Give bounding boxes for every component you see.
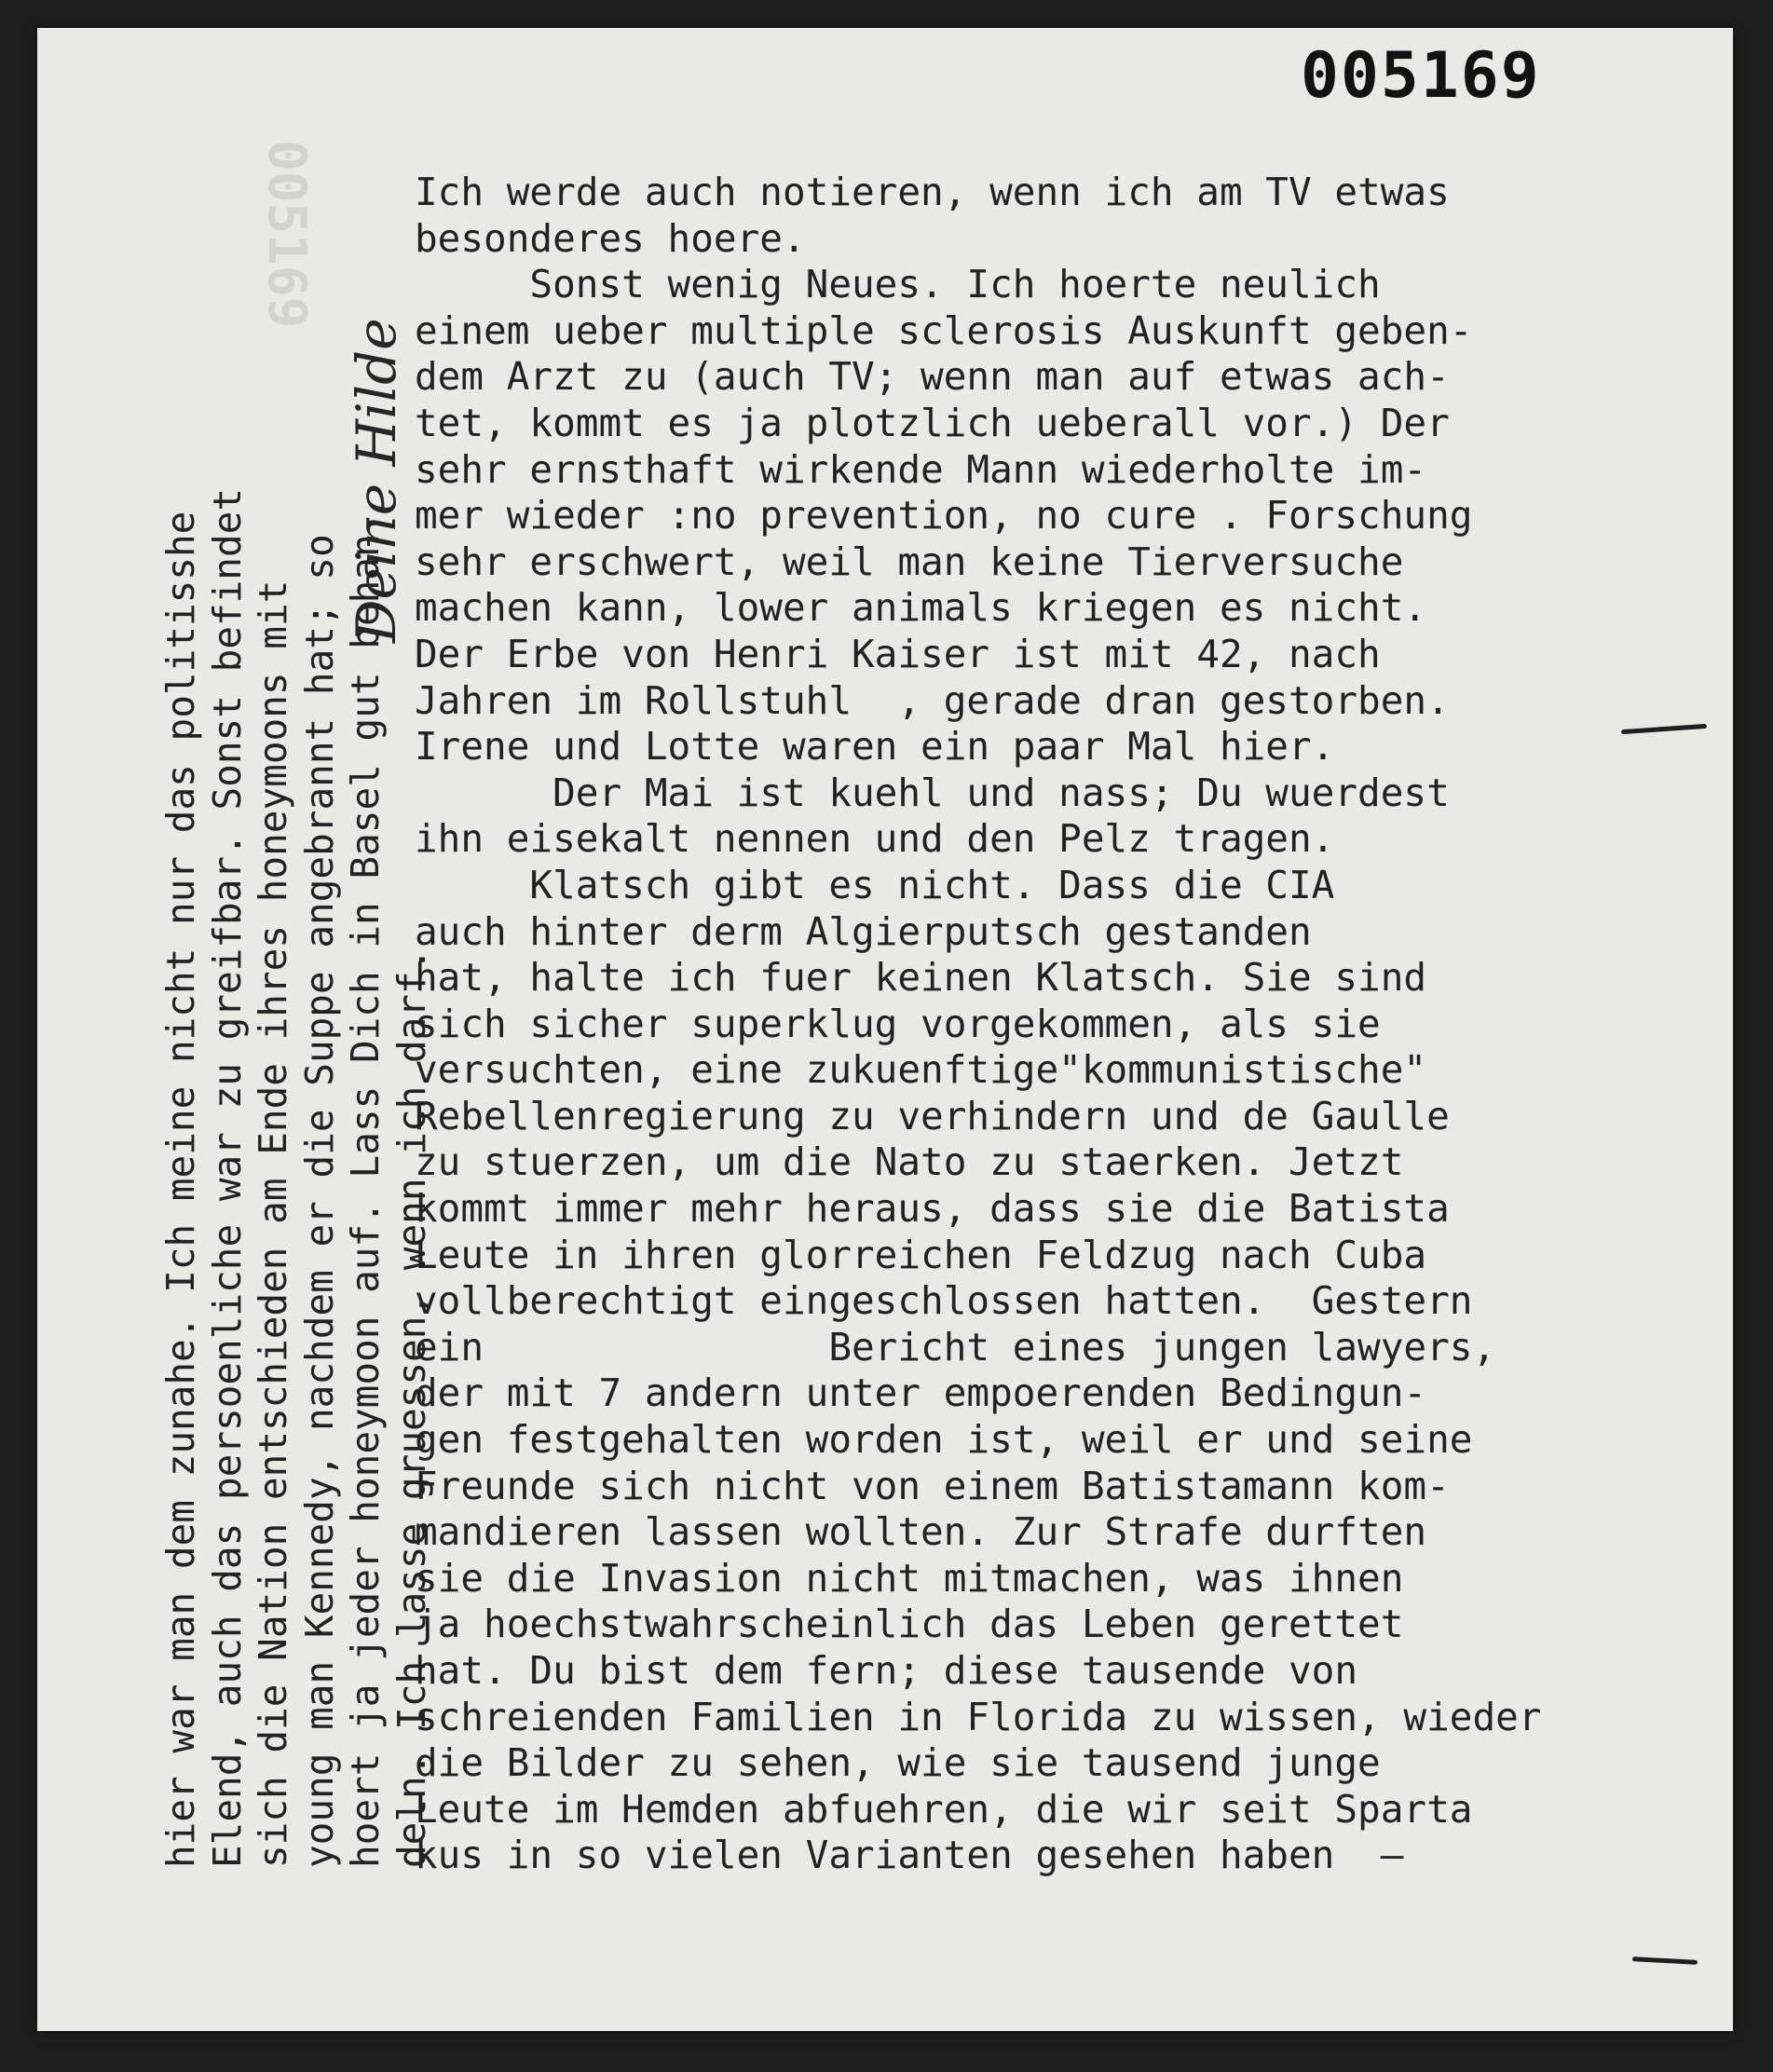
body-line: Rebellenregierung zu verhindern und de Gaulle [415, 1093, 1450, 1138]
show-through-stamp: 005169 [256, 140, 317, 329]
body-line: Freunde sich nicht von einem Batistamann kom- [415, 1463, 1450, 1508]
body-line: besonderes hoere. [415, 215, 806, 261]
body-line: versuchten, eine zukuenftige"kommunistische" [415, 1047, 1427, 1093]
body-line: der mit 7 andern unter empoerenden Bedingun- [415, 1370, 1427, 1416]
margin-line: Elend, auch das persoenliche war zu greifbar. Sonst befindet [204, 487, 250, 1868]
margin-line: sich die Nation entschieden am Ende ihres honeymoons mit [251, 579, 295, 1868]
body-line: schreienden Familien in Florida zu wissen, wieder [415, 1694, 1542, 1739]
handwritten-signature: Deine Hilde [345, 318, 408, 643]
letter-body [415, 170, 1719, 1879]
body-line: tet, kommt es ja plotzlich ueberall vor.) Der [415, 400, 1450, 445]
body-line: sehr erschwert, weil man keine Tierversuche [415, 538, 1404, 584]
body-line: hat, halte ich fuer keinen Klatsch. Sie sind [415, 955, 1427, 1001]
body-line: Leute im Hemden abfuehren, die wir seit Sparta [415, 1786, 1473, 1832]
body-line: Sonst wenig Neues. Ich hoerte neulich [415, 262, 1381, 307]
body-line: Der Mai ist kuehl und nass; Du wuerdest [415, 770, 1450, 815]
body-line: sich sicher superklug vorgekommen, als sie [415, 1001, 1381, 1046]
body-line: ihn eisekalt nennen und den Pelz tragen. [415, 816, 1335, 862]
body-line: sehr ernsthaft wirkende Mann wiederholte im- [415, 446, 1427, 492]
document-number: 005169 [1301, 39, 1541, 113]
body-line: ein Bericht eines jungen lawyers, [415, 1324, 1496, 1370]
document-page [37, 28, 1733, 2031]
pen-stroke-mark [1632, 1956, 1698, 1965]
margin-line: hoert ja jeder honeymoon auf. Lass Dich in Basel gut behan- [343, 511, 388, 1868]
body-line: Klatsch gibt es nicht. Dass die CIA [415, 862, 1335, 907]
body-line: Leute in ihren glorreichen Feldzug nach Cuba [415, 1232, 1427, 1277]
body-line: hat. Du bist dem fern; diese tausende von [415, 1648, 1358, 1693]
body-line: einem ueber multiple sclerosis Auskunft geben- [415, 307, 1473, 353]
body-line: auch hinter derm Algierputsch gestanden [415, 908, 1312, 954]
body-line: Irene und Lotte waren ein paar Mal hier. [415, 724, 1335, 770]
body-line: kommt immer mehr heraus, dass sie die Batista [415, 1186, 1450, 1232]
body-line: gen festgehalten worden ist, weil er und seine [415, 1417, 1473, 1463]
body-line: sie die Invasion nicht mitmachen, was ihnen [415, 1555, 1404, 1601]
body-line: machen kann, lower animals kriegen es nicht. [415, 585, 1427, 631]
body-line: zu stuerzen, um die Nato zu staerken. Jetzt [415, 1139, 1404, 1185]
margin-line: young man Kennedy, nachdem er die Suppe angebrannt hat; so [296, 534, 342, 1868]
body-line: kus in so vielen Varianten gesehen haben — [415, 1833, 1404, 1878]
body-line: dem Arzt zu (auch TV; wenn man auf etwas ach- [415, 354, 1450, 400]
margin-line: hier war man dem zunahe. Ich meine nicht nur das politisshe [158, 511, 203, 1868]
body-line: mandieren lassen wollten. Zur Strafe durften [415, 1509, 1427, 1555]
body-line: vollberechtigt eingeschlossen hatten. Gestern [415, 1278, 1473, 1324]
body-line: Jahren im Rollstuhl , gerade dran gestorben. [415, 677, 1450, 723]
margin-line: deln. Ich lasse gruessen, wenn ich darf. [389, 947, 434, 1868]
body-line: Ich werde auch notieren, wenn ich am TV etwas [415, 170, 1450, 214]
body-line: ja hoechstwahrscheinlich das Leben gerettet [415, 1602, 1404, 1647]
body-line: die Bilder zu sehen, wie sie tausend junge [415, 1740, 1381, 1786]
body-line: mer wieder :no prevention, no cure . Forschung [415, 493, 1473, 538]
body-line: Der Erbe von Henri Kaiser ist mit 42, nach [415, 631, 1381, 676]
